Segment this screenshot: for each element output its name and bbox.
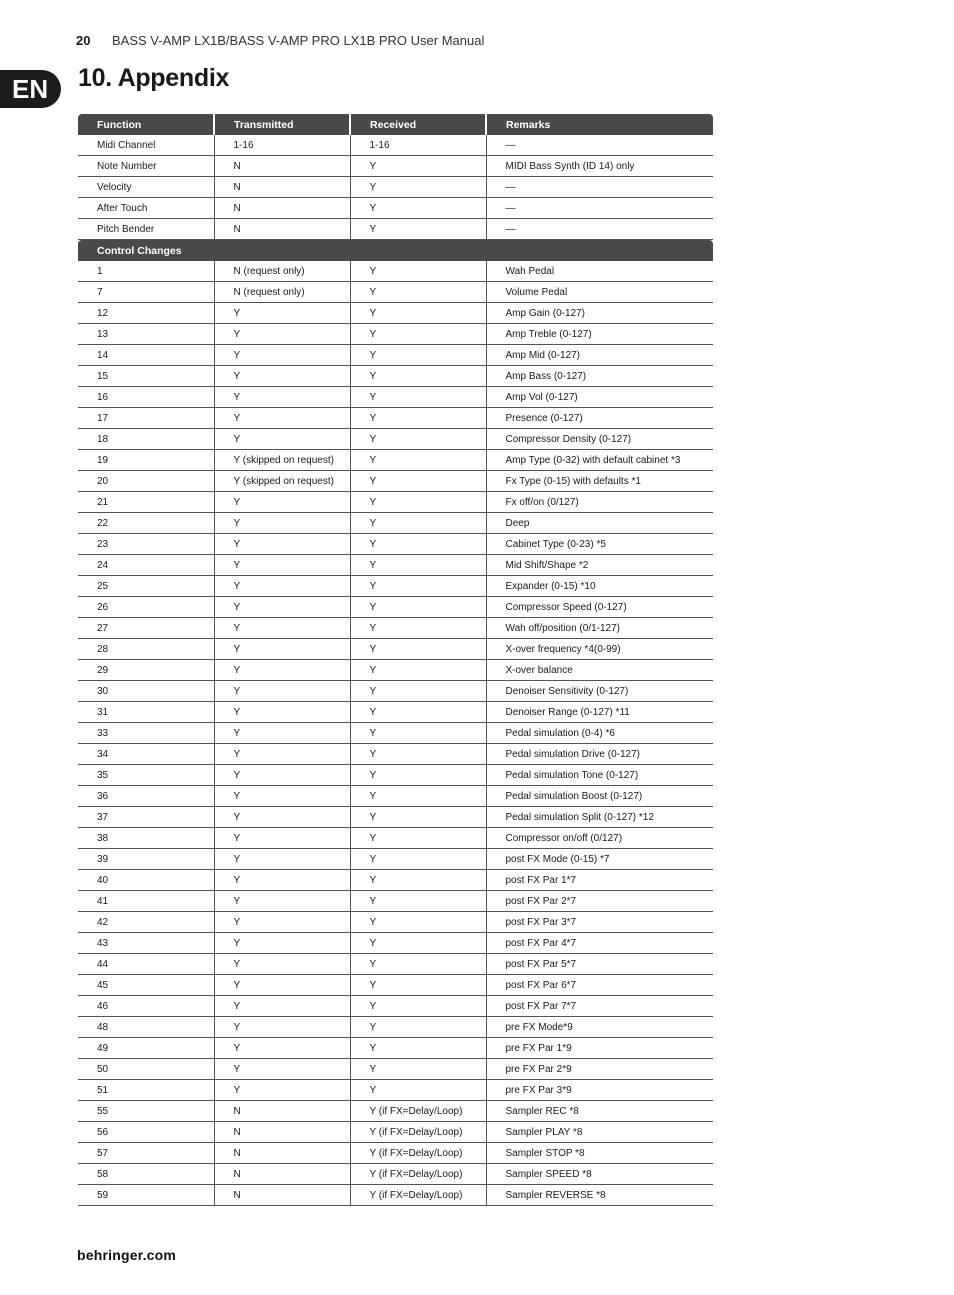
cell-function: 35 [78, 765, 214, 786]
cell-function: 25 [78, 576, 214, 597]
cell-received: 1-16 [350, 135, 486, 156]
cell-transmitted: N [214, 219, 350, 240]
table-row [78, 450, 713, 471]
cell-transmitted: Y [214, 723, 350, 744]
cell-received: Y [350, 555, 486, 576]
cell-received: Y [350, 681, 486, 702]
cell-function: 51 [78, 1080, 214, 1101]
cell-received: Y [350, 261, 486, 282]
control-change-rows [78, 261, 713, 1206]
cell-transmitted: Y [214, 597, 350, 618]
cell-transmitted: Y [214, 828, 350, 849]
cell-transmitted: N [214, 1185, 350, 1206]
cell-transmitted: Y [214, 912, 350, 933]
cell-received: Y [350, 786, 486, 807]
cell-received: Y [350, 429, 486, 450]
table-row [78, 912, 713, 933]
column-header-received: Received [350, 114, 486, 135]
cell-transmitted: Y [214, 324, 350, 345]
table-row [78, 744, 713, 765]
table-row [78, 702, 713, 723]
cell-function: 21 [78, 492, 214, 513]
table-row [78, 996, 713, 1017]
table-row [78, 1101, 713, 1122]
cell-transmitted: Y [214, 534, 350, 555]
cell-remarks: Expander (0-15) *10 [486, 576, 713, 597]
cell-transmitted: N [214, 1164, 350, 1185]
cell-transmitted: Y [214, 345, 350, 366]
cell-received: Y [350, 177, 486, 198]
cell-remarks: Pedal simulation Boost (0-127) [486, 786, 713, 807]
cell-function: 12 [78, 303, 214, 324]
cell-remarks: Fx off/on (0/127) [486, 492, 713, 513]
table-row [78, 891, 713, 912]
cell-received: Y [350, 1059, 486, 1080]
cell-remarks: post FX Par 3*7 [486, 912, 713, 933]
cell-transmitted: Y [214, 555, 350, 576]
page-number: 20 [76, 33, 91, 48]
table-row [78, 1080, 713, 1101]
cell-received: Y [350, 1080, 486, 1101]
cell-transmitted: Y [214, 1059, 350, 1080]
cell-function: 42 [78, 912, 214, 933]
language-tab: EN [0, 70, 61, 108]
cell-transmitted: N [214, 156, 350, 177]
cell-function: 38 [78, 828, 214, 849]
table-row [78, 324, 713, 345]
cell-remarks: Pedal simulation (0-4) *6 [486, 723, 713, 744]
cell-remarks: post FX Par 5*7 [486, 954, 713, 975]
cell-function: 17 [78, 408, 214, 429]
general-rows [78, 135, 713, 240]
cell-function: 19 [78, 450, 214, 471]
cell-remarks: Compressor on/off (0/127) [486, 828, 713, 849]
cell-remarks: — [486, 198, 713, 219]
cell-function: 24 [78, 555, 214, 576]
cell-function: 31 [78, 702, 214, 723]
cell-transmitted: Y [214, 492, 350, 513]
table-row [78, 429, 713, 450]
control-changes-header-row [78, 240, 713, 262]
cell-function: 59 [78, 1185, 214, 1206]
cell-transmitted: Y [214, 765, 350, 786]
cell-function: Pitch Bender [78, 219, 214, 240]
cell-remarks: Presence (0-127) [486, 408, 713, 429]
cell-function: 16 [78, 387, 214, 408]
cell-transmitted: N (request only) [214, 282, 350, 303]
cell-received: Y [350, 408, 486, 429]
column-header-remarks: Remarks [486, 114, 713, 135]
cell-transmitted: Y (skipped on request) [214, 471, 350, 492]
column-header-function: Function [78, 114, 214, 135]
cell-transmitted: N (request only) [214, 261, 350, 282]
cell-remarks: Amp Vol (0-127) [486, 387, 713, 408]
cell-remarks: pre FX Par 2*9 [486, 1059, 713, 1080]
cell-transmitted: Y [214, 891, 350, 912]
cell-received: Y [350, 1038, 486, 1059]
cell-function: 57 [78, 1143, 214, 1164]
cell-function: 50 [78, 1059, 214, 1080]
cell-transmitted: Y [214, 513, 350, 534]
cell-received: Y [350, 366, 486, 387]
cell-received: Y [350, 576, 486, 597]
table-row [78, 303, 713, 324]
cell-transmitted: Y [214, 849, 350, 870]
table-row [78, 618, 713, 639]
table-row [78, 219, 713, 240]
cell-remarks: Mid Shift/Shape *2 [486, 555, 713, 576]
table-row [78, 1185, 713, 1206]
cell-function: 13 [78, 324, 214, 345]
cell-transmitted: N [214, 1122, 350, 1143]
cell-remarks: Compressor Speed (0-127) [486, 597, 713, 618]
cell-remarks: Amp Mid (0-127) [486, 345, 713, 366]
cell-remarks: Amp Gain (0-127) [486, 303, 713, 324]
cell-received: Y [350, 345, 486, 366]
cell-transmitted: N [214, 198, 350, 219]
table-row [78, 933, 713, 954]
cell-transmitted: N [214, 177, 350, 198]
cell-remarks: Pedal simulation Split (0-127) *12 [486, 807, 713, 828]
table-row [78, 1038, 713, 1059]
cell-remarks: X-over frequency *4(0-99) [486, 639, 713, 660]
cell-function: After Touch [78, 198, 214, 219]
cell-transmitted: Y [214, 408, 350, 429]
cell-function: 33 [78, 723, 214, 744]
table-row [78, 786, 713, 807]
cell-transmitted: Y [214, 702, 350, 723]
cell-function: 49 [78, 1038, 214, 1059]
cell-function: 34 [78, 744, 214, 765]
cell-remarks: Sampler SPEED *8 [486, 1164, 713, 1185]
table-row [78, 198, 713, 219]
cell-function: Velocity [78, 177, 214, 198]
cell-remarks: Cabinet Type (0-23) *5 [486, 534, 713, 555]
cell-function: 14 [78, 345, 214, 366]
cell-remarks: post FX Mode (0-15) *7 [486, 849, 713, 870]
cell-transmitted: Y [214, 366, 350, 387]
table-row [78, 1059, 713, 1080]
column-header-transmitted: Transmitted [214, 114, 350, 135]
cell-function: 43 [78, 933, 214, 954]
table-row [78, 1017, 713, 1038]
cell-received: Y [350, 639, 486, 660]
cell-transmitted: 1-16 [214, 135, 350, 156]
table-row [78, 807, 713, 828]
table-row [78, 366, 713, 387]
table-row [78, 534, 713, 555]
cell-remarks: post FX Par 6*7 [486, 975, 713, 996]
cell-received: Y [350, 492, 486, 513]
cell-transmitted: Y [214, 933, 350, 954]
cell-function: 26 [78, 597, 214, 618]
cell-received: Y [350, 702, 486, 723]
behringer-logo: behringer.com [77, 1247, 177, 1263]
cell-transmitted: Y [214, 618, 350, 639]
cell-transmitted: Y [214, 303, 350, 324]
cell-transmitted: Y [214, 387, 350, 408]
cell-remarks: Sampler REC *8 [486, 1101, 713, 1122]
table-row [78, 177, 713, 198]
cell-transmitted: Y [214, 744, 350, 765]
cell-function: Note Number [78, 156, 214, 177]
cell-function: 1 [78, 261, 214, 282]
table-row [78, 681, 713, 702]
cell-transmitted: Y [214, 1038, 350, 1059]
cell-received: Y [350, 387, 486, 408]
cell-remarks: Denoiser Sensitivity (0-127) [486, 681, 713, 702]
cell-function: 40 [78, 870, 214, 891]
cell-remarks: Pedal simulation Tone (0-127) [486, 765, 713, 786]
cell-received: Y [350, 828, 486, 849]
cell-received: Y [350, 219, 486, 240]
cell-received: Y [350, 870, 486, 891]
cell-function: 56 [78, 1122, 214, 1143]
cell-function: 41 [78, 891, 214, 912]
table-header-row [78, 114, 713, 135]
cell-function: 20 [78, 471, 214, 492]
cell-function: 48 [78, 1017, 214, 1038]
cell-remarks: Amp Type (0-32) with default cabinet *3 [486, 450, 713, 471]
cell-remarks: Fx Type (0-15) with defaults *1 [486, 471, 713, 492]
table-row [78, 261, 713, 282]
cell-remarks: Wah Pedal [486, 261, 713, 282]
cell-function: 7 [78, 282, 214, 303]
cell-transmitted: N [214, 1101, 350, 1122]
table-row [78, 828, 713, 849]
cell-remarks: post FX Par 7*7 [486, 996, 713, 1017]
cell-function: 29 [78, 660, 214, 681]
cell-remarks: Wah off/position (0/1-127) [486, 618, 713, 639]
cell-remarks: pre FX Mode*9 [486, 1017, 713, 1038]
table-row [78, 954, 713, 975]
cell-transmitted: Y [214, 576, 350, 597]
cell-received: Y (if FX=Delay/Loop) [350, 1143, 486, 1164]
cell-received: Y [350, 1017, 486, 1038]
cell-function: 22 [78, 513, 214, 534]
cell-remarks: Amp Treble (0-127) [486, 324, 713, 345]
cell-received: Y [350, 618, 486, 639]
table-row [78, 765, 713, 786]
cell-received: Y [350, 534, 486, 555]
table-row [78, 975, 713, 996]
cell-remarks: — [486, 219, 713, 240]
table-row [78, 471, 713, 492]
cell-transmitted: Y [214, 681, 350, 702]
cell-received: Y [350, 933, 486, 954]
cell-remarks: X-over balance [486, 660, 713, 681]
cell-remarks: Volume Pedal [486, 282, 713, 303]
cell-received: Y [350, 723, 486, 744]
table-row [78, 576, 713, 597]
table-row [78, 387, 713, 408]
cell-received: Y (if FX=Delay/Loop) [350, 1101, 486, 1122]
cell-received: Y (if FX=Delay/Loop) [350, 1164, 486, 1185]
cell-transmitted: Y [214, 870, 350, 891]
cell-function: 36 [78, 786, 214, 807]
cell-remarks: Amp Bass (0-127) [486, 366, 713, 387]
cell-received: Y [350, 156, 486, 177]
cell-function: 18 [78, 429, 214, 450]
table-row [78, 156, 713, 177]
cell-function: 37 [78, 807, 214, 828]
cell-function: 46 [78, 996, 214, 1017]
cell-transmitted: Y [214, 996, 350, 1017]
cell-function: 39 [78, 849, 214, 870]
cell-remarks: — [486, 177, 713, 198]
cell-transmitted: Y [214, 807, 350, 828]
cell-function: Midi Channel [78, 135, 214, 156]
cell-function: 23 [78, 534, 214, 555]
cell-received: Y [350, 849, 486, 870]
cell-remarks: Denoiser Range (0-127) *11 [486, 702, 713, 723]
cell-remarks: post FX Par 1*7 [486, 870, 713, 891]
cell-transmitted: Y [214, 1017, 350, 1038]
cell-received: Y [350, 891, 486, 912]
cell-received: Y [350, 303, 486, 324]
table-row [78, 870, 713, 891]
cell-received: Y [350, 975, 486, 996]
table-row [78, 639, 713, 660]
cell-received: Y [350, 282, 486, 303]
cell-remarks: Compressor Density (0-127) [486, 429, 713, 450]
cell-remarks: pre FX Par 1*9 [486, 1038, 713, 1059]
cell-received: Y [350, 744, 486, 765]
cell-transmitted: N [214, 1143, 350, 1164]
cell-remarks: — [486, 135, 713, 156]
cell-remarks: Sampler PLAY *8 [486, 1122, 713, 1143]
table-row [78, 408, 713, 429]
cell-remarks: Pedal simulation Drive (0-127) [486, 744, 713, 765]
cell-remarks: pre FX Par 3*9 [486, 1080, 713, 1101]
cell-transmitted: Y [214, 786, 350, 807]
table-row [78, 345, 713, 366]
cell-transmitted: Y [214, 975, 350, 996]
cell-received: Y [350, 807, 486, 828]
cell-remarks: Deep [486, 513, 713, 534]
table-row [78, 492, 713, 513]
cell-remarks: Sampler STOP *8 [486, 1143, 713, 1164]
cell-received: Y [350, 198, 486, 219]
table-row [78, 723, 713, 744]
control-changes-label: Control Changes [78, 240, 713, 262]
cell-transmitted: Y [214, 1080, 350, 1101]
table-row [78, 660, 713, 681]
table-row [78, 282, 713, 303]
cell-remarks: Sampler REVERSE *8 [486, 1185, 713, 1206]
cell-received: Y [350, 912, 486, 933]
cell-received: Y (if FX=Delay/Loop) [350, 1185, 486, 1206]
cell-transmitted: Y [214, 660, 350, 681]
midi-implementation-table [78, 114, 713, 1206]
cell-transmitted: Y (skipped on request) [214, 450, 350, 471]
cell-function: 45 [78, 975, 214, 996]
cell-transmitted: Y [214, 954, 350, 975]
table-row [78, 1143, 713, 1164]
cell-function: 27 [78, 618, 214, 639]
cell-remarks: post FX Par 2*7 [486, 891, 713, 912]
cell-received: Y [350, 471, 486, 492]
table-row [78, 849, 713, 870]
cell-function: 28 [78, 639, 214, 660]
cell-function: 55 [78, 1101, 214, 1122]
cell-received: Y [350, 324, 486, 345]
cell-received: Y [350, 450, 486, 471]
cell-received: Y [350, 660, 486, 681]
table-row [78, 1164, 713, 1185]
table-row [78, 135, 713, 156]
cell-transmitted: Y [214, 429, 350, 450]
table-row [78, 513, 713, 534]
table-row [78, 555, 713, 576]
cell-received: Y (if FX=Delay/Loop) [350, 1122, 486, 1143]
table-row [78, 1122, 713, 1143]
table-row [78, 597, 713, 618]
cell-received: Y [350, 765, 486, 786]
cell-function: 44 [78, 954, 214, 975]
cell-received: Y [350, 996, 486, 1017]
section-title: 10. Appendix [78, 64, 230, 92]
cell-received: Y [350, 513, 486, 534]
cell-received: Y [350, 597, 486, 618]
manual-title: BASS V-AMP LX1B/BASS V-AMP PRO LX1B PRO User Manual [112, 33, 485, 48]
cell-transmitted: Y [214, 639, 350, 660]
cell-received: Y [350, 954, 486, 975]
cell-function: 15 [78, 366, 214, 387]
cell-remarks: MIDI Bass Synth (ID 14) only [486, 156, 713, 177]
cell-function: 30 [78, 681, 214, 702]
cell-function: 58 [78, 1164, 214, 1185]
cell-remarks: post FX Par 4*7 [486, 933, 713, 954]
